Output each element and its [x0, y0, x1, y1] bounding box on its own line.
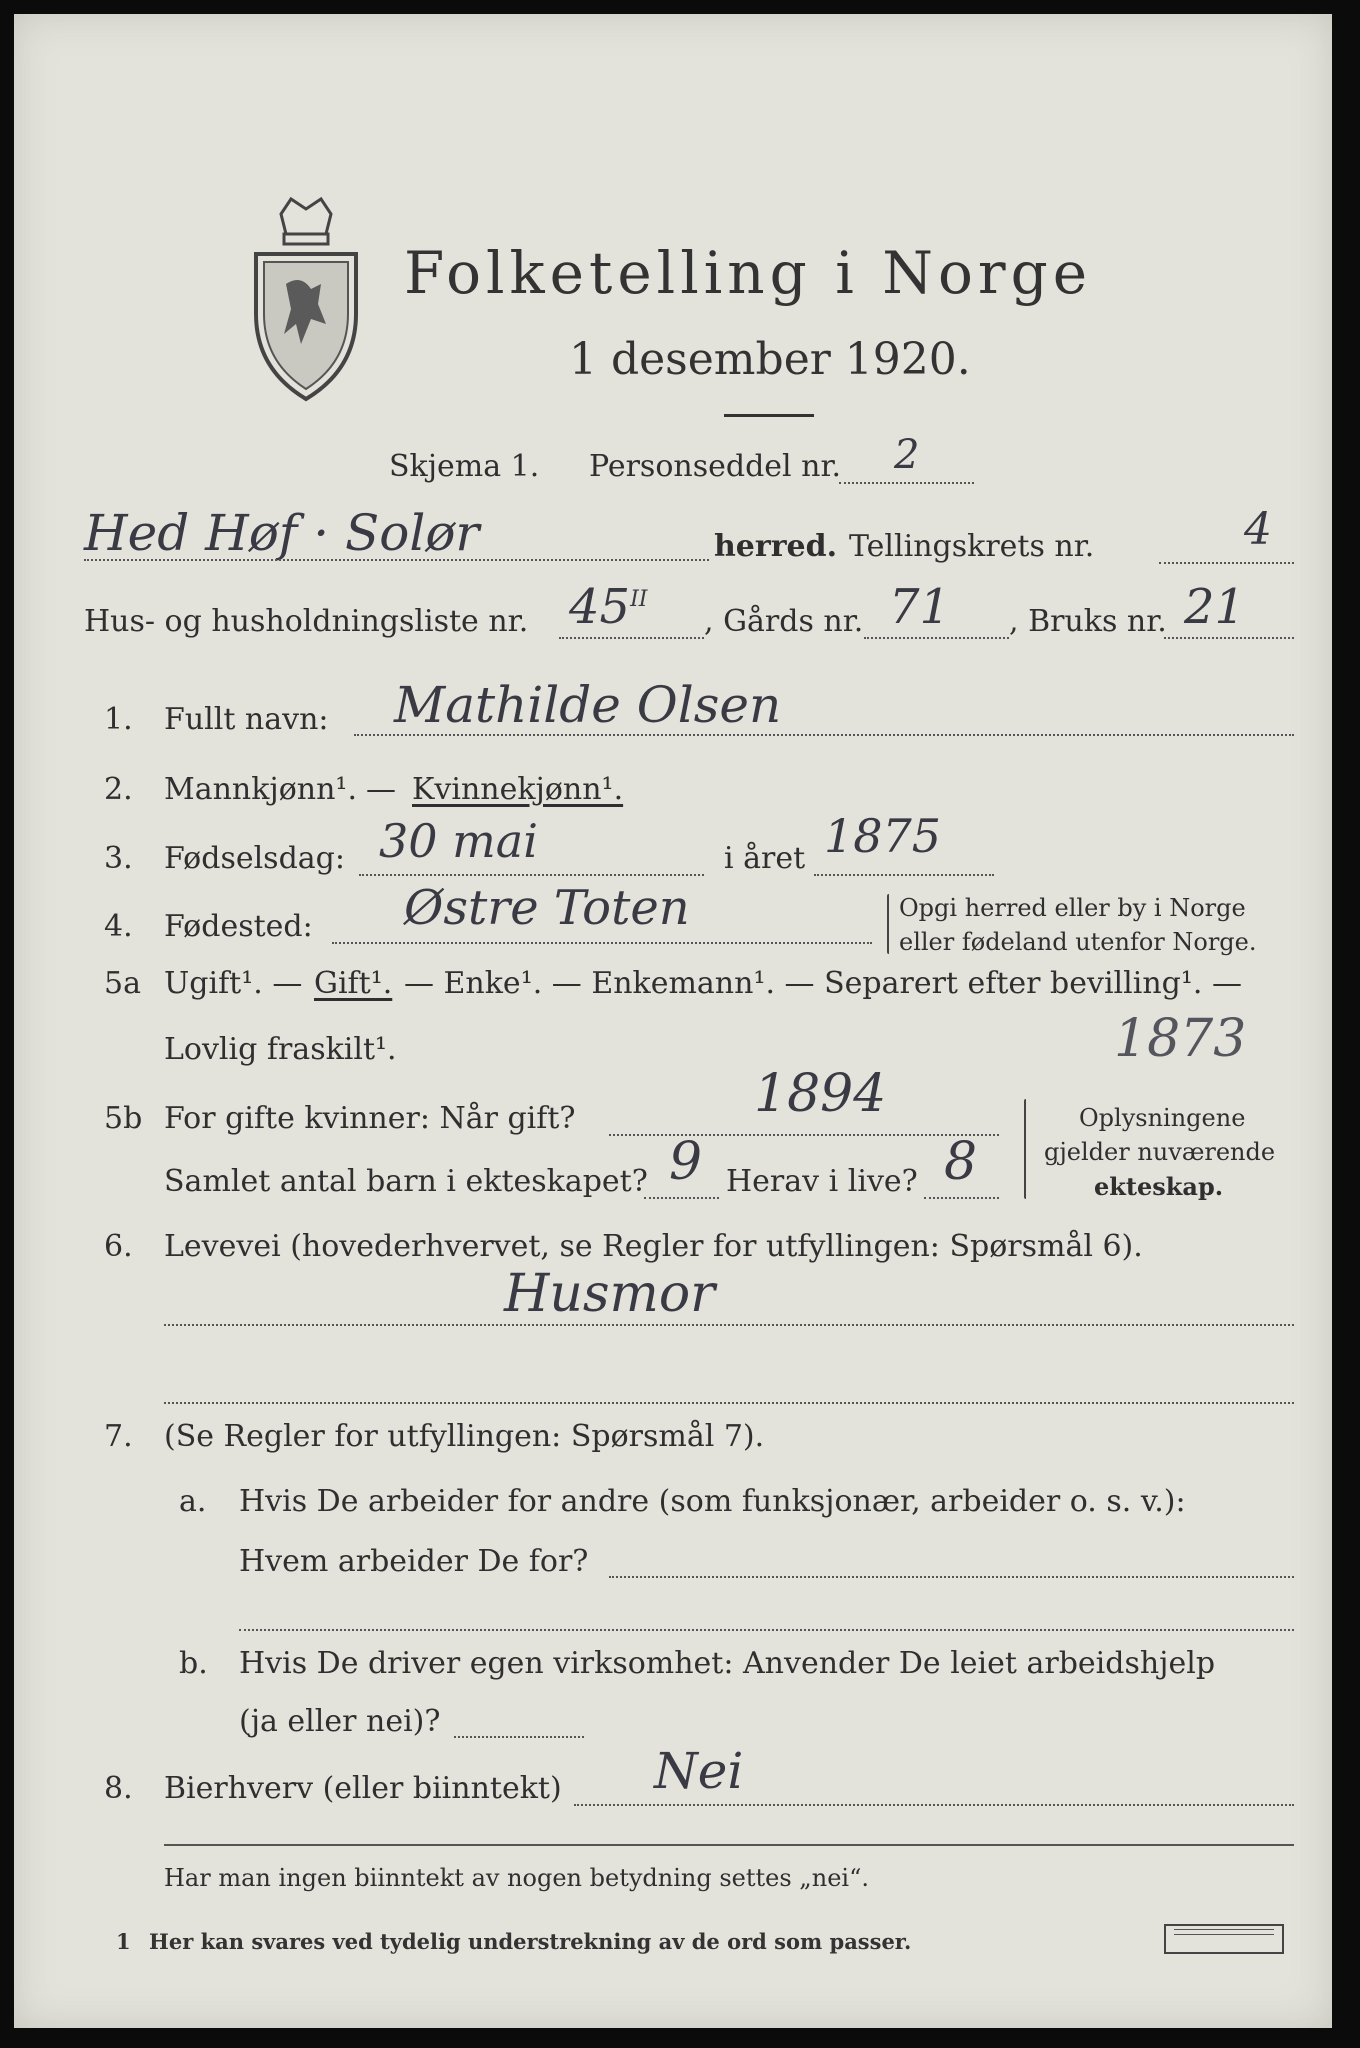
q5b-line [609, 1134, 999, 1136]
q5b-label: For gifte kvinner: Når gift? [164, 1101, 576, 1136]
q5a-margin-note: 1873 [1114, 1009, 1247, 1069]
q5b-barn-line [644, 1197, 719, 1199]
q5b-note-3: ekteskap. [1094, 1172, 1224, 1201]
tellingskrets-line [1159, 562, 1294, 564]
coat-of-arms-icon [246, 194, 366, 404]
q6-line-2 [164, 1402, 1294, 1404]
q4-label: Fødested: [164, 909, 313, 944]
q2-separator: — [366, 772, 396, 807]
gards-line [864, 637, 1009, 639]
q7-number: 7. [104, 1419, 133, 1454]
form-title: Folketelling i Norge [404, 239, 1093, 307]
q2-number: 2. [104, 772, 133, 807]
herred-line [84, 559, 709, 561]
hus-label: Hus- og husholdningsliste nr. [84, 604, 529, 639]
q5a-options[interactable]: — Enke¹. — Enkemann¹. — Separert efter bevilling¹. — [404, 966, 1242, 1001]
printer-stamp-icon [1164, 1924, 1284, 1954]
q2-female[interactable]: Kvinnekjønn¹. [412, 772, 624, 807]
q2-male[interactable]: Mannkjønn¹. [164, 772, 357, 807]
q3-value[interactable]: 30 mai [379, 814, 538, 868]
q4-note-2: eller fødeland utenfor Norge. [899, 928, 1257, 956]
q4-value[interactable]: Østre Toten [404, 880, 690, 936]
q4-number: 4. [104, 909, 133, 944]
q5b-live-value[interactable]: 8 [944, 1132, 978, 1192]
q7a-line-1 [609, 1576, 1294, 1578]
q3-number: 3. [104, 841, 133, 876]
q8-value[interactable]: Nei [654, 1742, 744, 1800]
q7a-line-2 [239, 1629, 1294, 1631]
q3-year-line [814, 874, 994, 876]
tellingskrets-value[interactable]: 4 [1244, 504, 1272, 555]
q8-line [574, 1804, 1294, 1806]
bruks-value[interactable]: 21 [1184, 579, 1246, 635]
q5a-ugift[interactable]: Ugift¹. — [164, 966, 303, 1001]
q5b-number: 5b [104, 1101, 143, 1136]
biinntekt-note: Har man ingen biinntekt av nogen betydning settes „nei“. [164, 1864, 869, 1892]
q5a-lovlig-fraskilt[interactable]: Lovlig fraskilt¹. [164, 1032, 397, 1067]
herred-value[interactable]: Hed Høf · Solør [84, 504, 480, 562]
herred-label: herred. [714, 529, 838, 564]
q5b-value[interactable]: 1894 [754, 1064, 887, 1124]
q3-year-value[interactable]: 1875 [824, 809, 942, 863]
q7a-label-2: Hvem arbeider De for? [239, 1544, 589, 1579]
q1-number: 1. [104, 702, 133, 737]
q5b-note-1: Oplysningene [1079, 1104, 1246, 1132]
q7b-line [454, 1736, 584, 1738]
hus-value[interactable]: $45^{II}$ [569, 579, 648, 635]
form-date: 1 desember 1920. [569, 334, 971, 385]
hus-line [559, 637, 704, 639]
q5b-barn-label: Samlet antal barn i ekteskapet? [164, 1164, 648, 1199]
q6-value[interactable]: Husmor [504, 1264, 715, 1324]
q5b-brace [1024, 1099, 1026, 1199]
q5b-live-label: Herav i live? [726, 1164, 918, 1199]
personseddel-label: Personseddel nr. [589, 449, 842, 484]
footnote-text: Her kan svares ved tydelig understrekning av de ord som passer. [149, 1929, 912, 1954]
q1-value[interactable]: Mathilde Olsen [394, 676, 782, 734]
q3-year-label: i året [724, 841, 806, 876]
q8-label: Bierhverv (eller biinntekt) [164, 1771, 562, 1806]
personseddel-line [839, 482, 974, 484]
q1-line [354, 734, 1294, 736]
bottom-divider [164, 1844, 1294, 1846]
q7a-label: Hvis De arbeider for andre (som funksjonær, arbeider o. s. v.): [239, 1484, 1186, 1519]
q3-line [359, 874, 704, 876]
skjema-label: Skjema 1. [389, 449, 540, 484]
q7a-number: a. [179, 1484, 207, 1519]
q7b-label: Hvis De driver egen virksomhet: Anvender De leiet arbeidshjelp [239, 1646, 1216, 1681]
title-divider [724, 414, 814, 417]
q1-label: Fullt navn: [164, 702, 329, 737]
q5a-number: 5a [104, 966, 141, 1001]
q7-label: (Se Regler for utfyllingen: Spørsmål 7). [164, 1419, 765, 1454]
q5b-live-line [924, 1197, 999, 1199]
q6-line-1 [164, 1324, 1294, 1326]
gards-value[interactable]: 71 [889, 579, 951, 635]
census-form [14, 14, 1332, 2028]
footnote-number: 1 [116, 1929, 131, 1954]
q5b-note-2: gjelder nuværende [1044, 1138, 1276, 1166]
q7b-number: b. [179, 1646, 208, 1681]
q8-number: 8. [104, 1771, 133, 1806]
tellingskrets-label: Tellingskrets nr. [849, 529, 1095, 564]
bruks-label: , Bruks nr. [1009, 604, 1167, 639]
hus-sup: II [630, 587, 648, 612]
q4-line [332, 942, 872, 944]
bruks-line [1164, 637, 1294, 639]
q5b-barn-value[interactable]: 9 [669, 1132, 703, 1192]
q3-label: Fødselsdag: [164, 841, 345, 876]
q5a-gift[interactable]: Gift¹. [314, 966, 393, 1001]
q4-note-1: Opgi herred eller by i Norge [899, 894, 1246, 922]
q7b-label-2: (ja eller nei)? [239, 1704, 441, 1739]
q6-number: 6. [104, 1229, 133, 1264]
personseddel-value[interactable]: 2 [894, 432, 920, 478]
gards-label: , Gårds nr. [704, 604, 864, 639]
q6-label: Levevei (hovederhvervet, se Regler for utfyllingen: Spørsmål 6). [164, 1229, 1143, 1264]
q4-brace [887, 894, 889, 954]
